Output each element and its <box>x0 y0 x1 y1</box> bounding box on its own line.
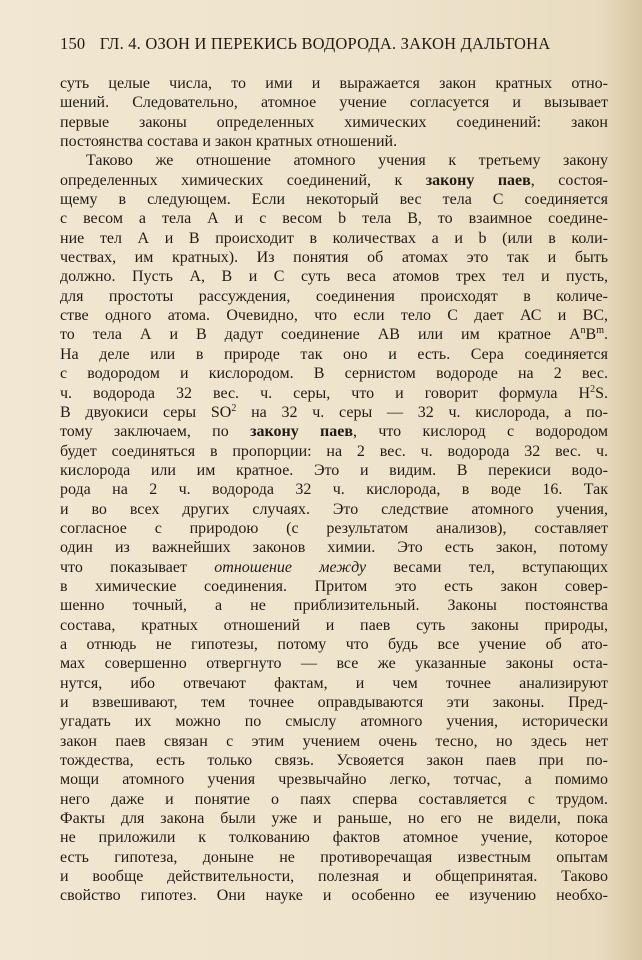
text-line: рода на 2 ч. водорода 32 ч. кислорода, в воде 16. Так <box>60 481 608 499</box>
text-line: и вообще действительности, полезная и общепринятая. Таково <box>60 868 608 886</box>
text-line: и во всех других случаях. Это следствие атомного учения, <box>60 500 608 518</box>
text-line: будет соединяться в пропорции: на 2 вес. ч. водорода 32 вес. ч. <box>60 442 608 460</box>
text-line: один из важнейших законов химии. Это есть закон, потому <box>60 539 608 557</box>
text-line: что показывает отношение между весами тел, вступающих <box>60 558 608 576</box>
text-line: угадать их можно по смыслу атомного учения, исторически <box>60 713 608 731</box>
text-line: должно. Пусть А, В и С суть веса атомов трех тел и пусть, <box>60 268 608 286</box>
text-line: чествах, им кратных). Из понятия об атомах это так и быть <box>60 249 608 267</box>
text-line: ч. водорода 32 вес. ч. серы, что и говорит формула $H^2S$. <box>60 383 608 402</box>
text-line: с водородом и кислородом. В сернистом водороде на 2 вес. <box>60 365 608 383</box>
text-line: свойство гипотез. Они науке и особенно ее изучению необхо- <box>60 887 608 905</box>
chapter-title: ГЛ. 4. ОЗОН И ПЕРЕКИСЬ ВОДОРОДА. ЗАКОН ДАЛЬТОНА <box>99 34 551 53</box>
text-line: согласное с природою (с результатом анализов), составляет <box>60 519 608 537</box>
text-line: мощи атомного учения чрезвычайно легко, тотчас, а помимо <box>60 771 608 789</box>
text-line: В двуокиси серы $SO^2$ на 32 ч. серы — 32 ч. кислорода, а по- <box>60 402 608 421</box>
text-line: для простоты рассуждения, соединения происходят в количе- <box>60 287 608 305</box>
text-line: постоянства состава и закон кратных отношений. <box>60 133 398 151</box>
text-line: щему в следующем. Если некоторый вес тела С соединяется <box>60 191 608 209</box>
text-line: шений. Следовательно, атомное учение согласуется и вызывает <box>60 94 608 112</box>
text-line: Факты для закона были уже и раньше, но его не видели, пока <box>60 810 608 828</box>
text-line: есть гипотеза, доныне не противоречащая известным опытам <box>60 848 608 866</box>
text-line: шенно точный, а не приблизительный. Законы постоянства <box>60 597 608 615</box>
text-line: кислорода или им кратное. Это и видим. В перекиси водо- <box>60 461 608 479</box>
text-line: а отнюдь не гипотезы, потому что будь все учение об ато- <box>60 635 608 653</box>
text-line: него даже и понятие о паях сперва составляется с трудом. <box>60 790 608 808</box>
text-line: закон паев связан с этим учением очень тесно, но здесь нет <box>60 732 608 750</box>
text-line: определенных химических соединений, к закону паев, состоя- <box>60 171 609 189</box>
text-line: и взвешивают, тем точнее оправдываются эти законы. Пред- <box>60 694 608 711</box>
body-text <box>60 74 608 906</box>
text-line: состава, кратных отношений и паев суть законы природы, <box>60 616 608 634</box>
text-line: тому заключаем, по закону паев, что кислород с водородом <box>60 423 608 441</box>
text-line: нутся, ибо отвечают фактам, и чем точнее анализируют <box>60 674 608 692</box>
text-line: суть целые числа, то ими и выражается закон кратных отно- <box>60 75 608 92</box>
text-line: мах совершенно отвергнуто — все же указанные законы оста- <box>60 655 608 673</box>
text-line: то тела А и В дадут соединение АВ или им кратное $A^nB^m$. <box>60 325 608 344</box>
text-line: ние тел А и В происходит в количествах a и b (или в коли- <box>60 229 608 247</box>
text-line: в химические соединения. Притом это есть закон совер- <box>60 577 608 595</box>
text-line: Таково же отношение атомного учения к третьему закону <box>86 152 608 170</box>
text-line: тождества, есть только связь. Усвояется закон паев при по- <box>60 752 608 770</box>
text-line: не приложили к толкованию фактов атомное учение, которое <box>60 829 608 847</box>
page-number: 150 <box>60 34 86 53</box>
text-line: первые законы определенных химических соединений: закон <box>60 113 608 131</box>
text-line: На деле или в природе так оно и есть. Сера соединяется <box>60 345 608 363</box>
text-line: с весом a тела А и с весом b тела В, то взаимное соедине- <box>60 210 608 228</box>
running-head <box>60 34 600 54</box>
text-line: стве одного атома. Очевидно, что если тело С дает АС и ВС, <box>60 307 608 325</box>
